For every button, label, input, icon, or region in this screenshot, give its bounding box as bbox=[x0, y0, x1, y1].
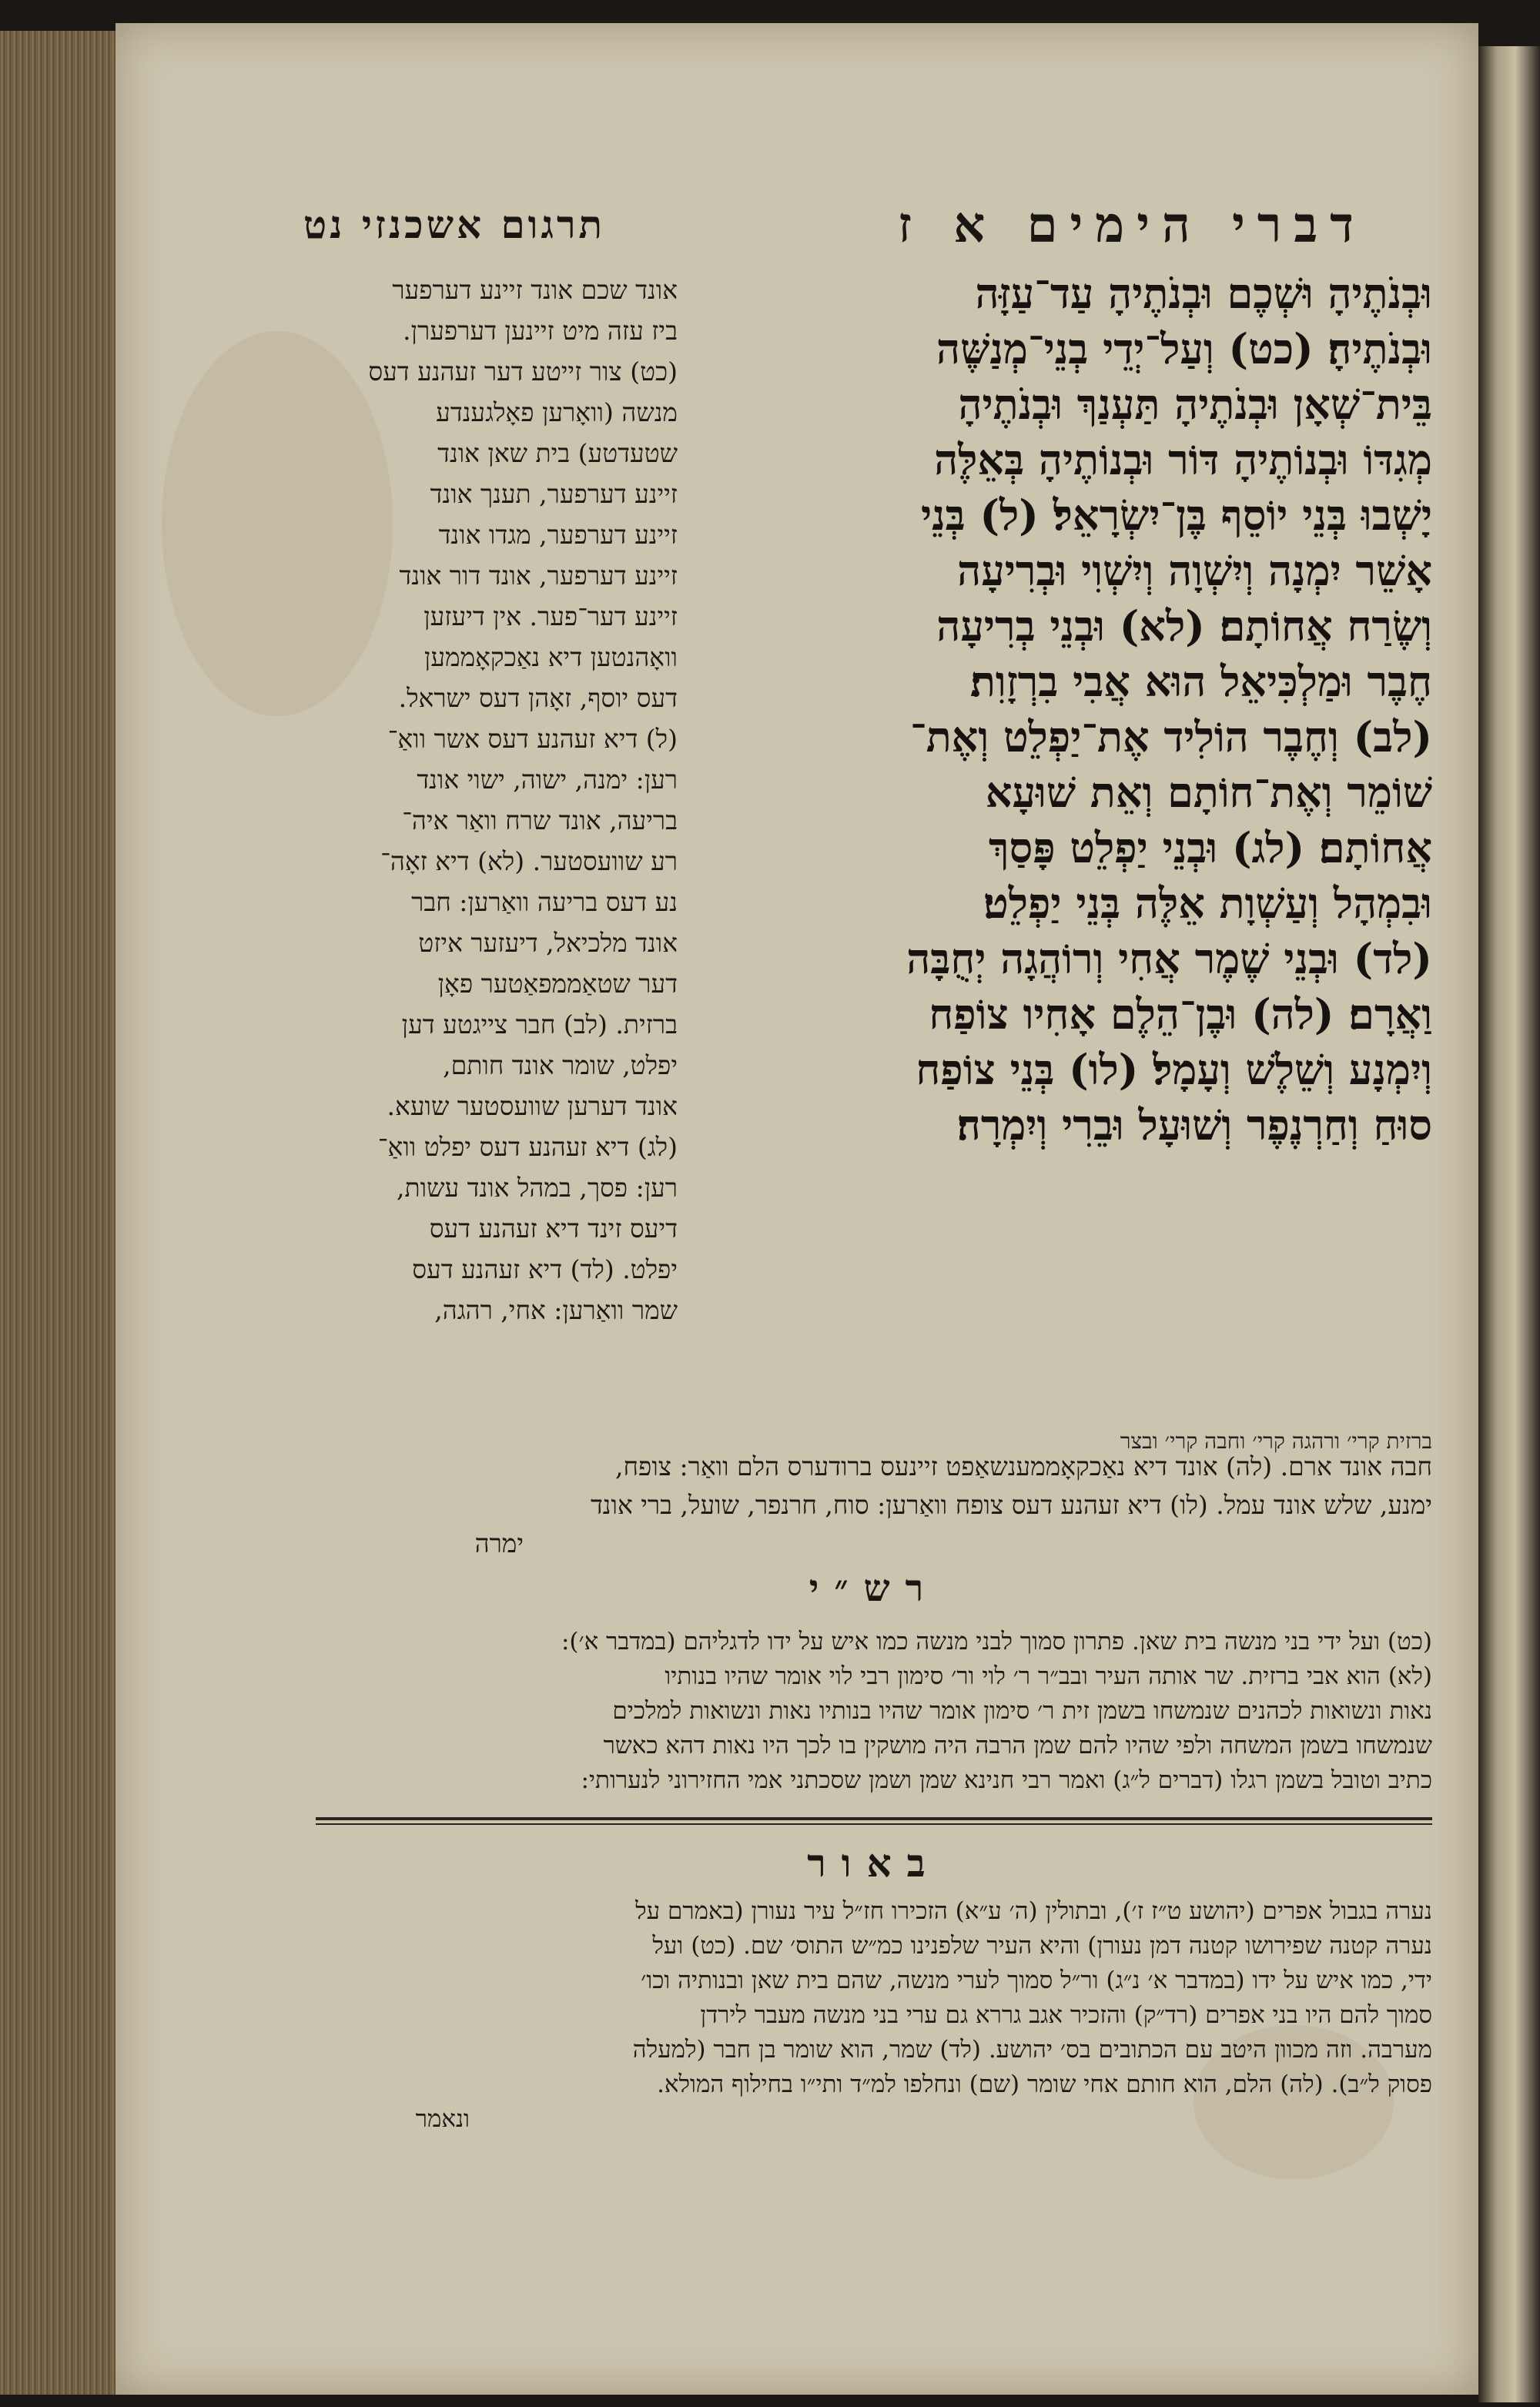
translation-line: (לג) דיא זעהנע דעס יפלט וואַ־ bbox=[377, 1132, 678, 1162]
translation-line: (ל) דיא זעהנע דעס אשר וואַ־ bbox=[387, 724, 678, 754]
translation-line: ברזית. (לב) חבר צייגטע דען bbox=[401, 1009, 678, 1039]
biur-line: סמוך להם היו בני אפרים (רד״ק) והזכיר אגב גררא גם ערי בני מנשה מעבר לירדן bbox=[700, 2001, 1432, 2029]
scripture-line: יָשְׁבוּ בְּנֵי יוֹסֵף בֶּן־יִשְׂרָאֵל׃ (ל) בְּנֵי bbox=[920, 490, 1432, 540]
book-edge-left bbox=[0, 31, 116, 2395]
biur-heading: באור bbox=[807, 1840, 941, 1886]
rashi-line: (כט) ועל ידי בני מנשה בית שאן. פתרון סמוך לבני מנשה כמו איש על ידו לדגליהם (במדבר א׳): bbox=[561, 1628, 1432, 1655]
scripture-line: וּבְנֹתֶיהָ וּשְׁכֶם וּבְנֹתֶיהָ עַד־עַזָּה bbox=[975, 269, 1432, 318]
scripture-line: אָשֵׁר יִמְנָה וְיִשְׁוָה וְיִשְׁוִי וּבְרִיעָה bbox=[957, 546, 1432, 595]
rashi-line: כתיב וטובל בשמן רגלו (דברים ל״ג) ואמר רבי חנינא שמן ושמן שסכתני אמי החזירוני לנערותי: bbox=[581, 1766, 1432, 1794]
scripture-line: וְשֶׂרַח אֲחוֹתָם׃ (לא) וּבְנֵי בְרִיעָה bbox=[936, 601, 1432, 651]
scripture-line: שׁוֹמֵר וְאֶת־חוֹתָם וְאֵת שׁוּעָא bbox=[985, 768, 1432, 817]
translation-line: נע דעס בריעה וואַרען: חבר bbox=[411, 887, 678, 917]
translation-line: שמר וואַרען: אחי, רהגה, bbox=[434, 1295, 678, 1325]
biur-line: נערה קטנה שפירושו קטנה דמן נעורן) והיא העיר שלפנינו כמ״ש התוס׳ שם. (כט) ועל bbox=[652, 1932, 1432, 1960]
biur-line: מערבה. וזה מכוון היטב עם הכתובים בס׳ יהושע. (לד) שמר, הוא שומר בן חבר (למעלה bbox=[632, 2036, 1432, 2064]
translation-line: ביז עזה מיט זיינען דערפערן. bbox=[403, 316, 678, 346]
translation-line: דיעס זינד דיא זעהנע דעס bbox=[429, 1214, 678, 1244]
rashi-commentary bbox=[316, 1625, 1432, 1798]
translation-line: (כט) צור זייטע דער זעהנע דעס bbox=[368, 357, 678, 387]
translation-continuation bbox=[316, 1448, 1432, 1563]
translation-line: רען: ימנה, ישוה, ישוי אונד bbox=[417, 765, 678, 795]
scripture-line: וְיִמְנָע וְשֵׁלֶשׁ וְעָמָל׃ (לו) בְּנֵי צוֹפַח bbox=[916, 1045, 1432, 1094]
biur-line: פסוק ל״ב). (לה) הלם, הוא חותם אחי שומר (שם) ונחלפו למ״ד ותי״ו בחילוף המולא. bbox=[657, 2071, 1432, 2098]
translation-line: וואָהנטען דיא נאַכקאָממען bbox=[424, 642, 678, 672]
rashi-line: (לא) הוא אבי ברזית. שר אותה העיר ובב״ר ר׳ לוי ור׳ סימון רבי לוי אומר שהיו בנותיו bbox=[665, 1662, 1432, 1690]
translation-line: זיינע דערפער, תענך אונד bbox=[430, 479, 678, 509]
translation-column bbox=[316, 269, 678, 1331]
biur-line: ונאמר bbox=[415, 2105, 470, 2133]
section-divider bbox=[316, 1817, 1432, 1820]
translation-line: רע שוועסטער. (לא) דיא זאָה־ bbox=[380, 846, 678, 876]
translation-line: זיינע דערפער, מגדו אונד bbox=[438, 520, 678, 550]
scripture-line: (לב) וְחֶבֶר הוֹלִיד אֶת־יַפְלֵט וְאֶת־ bbox=[910, 712, 1432, 762]
biur-line: נערה בגבול אפרים (יהושע ט״ז ז׳), ובתולין (ה׳ ע״א) הזכירו חז״ל עיר נעורן (באמרם על bbox=[635, 1897, 1432, 1925]
translation-line: יפלט, שומר אונד חותם, bbox=[443, 1050, 678, 1080]
scripture-line: בֵּית־שְׁאָן וּבְנֹתֶיהָ תַּעְנַךְ וּבְנֹתֶיהָ bbox=[958, 380, 1432, 429]
book-edge-right bbox=[1478, 46, 1540, 2402]
scripture-line: וַאֲרָם׃ (לה) וּבֶן־הֵלֶם אָחִיו צוֹפַח bbox=[929, 989, 1432, 1039]
translation-line: רען: פסך, במהל אונד עשות, bbox=[397, 1173, 678, 1203]
translation-line: דעס יוסף, זאָהן דעס ישראל. bbox=[398, 683, 678, 713]
translation-line: זיינע דערפער, אונד דור אונד bbox=[399, 561, 678, 591]
rashi-line: נאות ונשואות לכהנים שנמשחו בשמן זית ר׳ סימון אומר שהיו בנותיו נאות ונשואות למלכים bbox=[612, 1697, 1432, 1725]
scripture-column bbox=[697, 266, 1432, 1153]
translation-line: דער שטאַממפאַטער פאָן bbox=[437, 969, 678, 999]
scripture-line: מְגִדּוֹ וּבְנוֹתֶיהָ דּוֹר וּבְנוֹתֶיהָ בְּאֵלֶּה bbox=[934, 435, 1432, 484]
biur-commentary bbox=[316, 1894, 1432, 2137]
rashi-heading: רש״י bbox=[808, 1567, 939, 1610]
keri-ketiv-notes: ברזית קרי׳ ורהגה קרי׳ וחבה קרי׳ ובצר bbox=[1120, 1428, 1432, 1454]
scripture-line: חֶבֶר וּמַלְכִּיאֵל הוּא אֲבִי בִרְזָוִת׃ bbox=[969, 657, 1432, 706]
translation-tail-line: ימרה bbox=[474, 1528, 524, 1558]
running-header-translation: תרגום אשכנזי נט bbox=[303, 202, 606, 247]
translation-line: אונד מלכיאל, דיעזער איזט bbox=[418, 928, 678, 958]
scripture-line: וּבִמְהָל וְעַשְׁוָת אֵלֶּה בְּנֵי יַפְלֵט׃ bbox=[983, 879, 1432, 928]
scripture-line: אֲחוֹתָם׃ (לג) וּבְנֵי יַפְלֵט פָּסַךְ bbox=[988, 823, 1432, 872]
scripture-line: סוּחַ וְחַרְנֶפֶר וְשׁוּעָל וּבֵרִי וְיִמְרָה׃ bbox=[956, 1100, 1432, 1150]
translation-line: זיינע דער־פער. אין דיעזען bbox=[424, 601, 678, 631]
translation-tail-line: חבה אונד ארם. (לה) אונד דיא נאַכקאָממענשאַפט זיינעס ברודערס הלם וואַר: צופח, bbox=[615, 1451, 1432, 1481]
scripture-line: וּבְנֹתֶיהָ׃ (כט) וְעַל־יְדֵי בְנֵי־מְנַשֶּׁה bbox=[936, 324, 1432, 373]
scripture-line: (לד) וּבְנֵי שֶׁמֶר אֲחִי וְרוֹהֲגָה יְחֻבָּה bbox=[906, 934, 1432, 983]
translation-tail-line: ימנע, שלש אונד עמל. (לו) דיא זעהנע דעס צופח וואַרען: סוח, חרנפר, שועל, ברי אונד bbox=[590, 1490, 1432, 1520]
translation-line: יפלט. (לד) דיא זעהנע דעס bbox=[412, 1254, 678, 1284]
running-header-book-title: דברי הימים א ז bbox=[898, 196, 1366, 254]
translation-line: מנשה (וואָרען פאָלגענדע bbox=[436, 397, 678, 427]
translation-line: שטעדטע) בית שאן אונד bbox=[437, 438, 678, 468]
rashi-line: שנמשחו בשמן המשחה ולפי שהיו להם שמן הרבה היה מושקין בו לכך היו נאות דהא כאשר bbox=[603, 1732, 1432, 1759]
section-divider-thin bbox=[316, 1823, 1432, 1825]
translation-line: אונד דערען שוועסטער שועא. bbox=[387, 1091, 678, 1121]
translation-line: אונד שכם אונד זיינע דערפער bbox=[392, 275, 678, 305]
biur-line: ידי, כמו איש על ידו (במדבר א׳ נ״ג) ור״ל סמוך לערי מנשה, שהם בית שאן ובנותיה וכו׳ bbox=[641, 1967, 1432, 1994]
translation-line: בריעה, אונד שרח וואַר איה־ bbox=[402, 805, 678, 835]
